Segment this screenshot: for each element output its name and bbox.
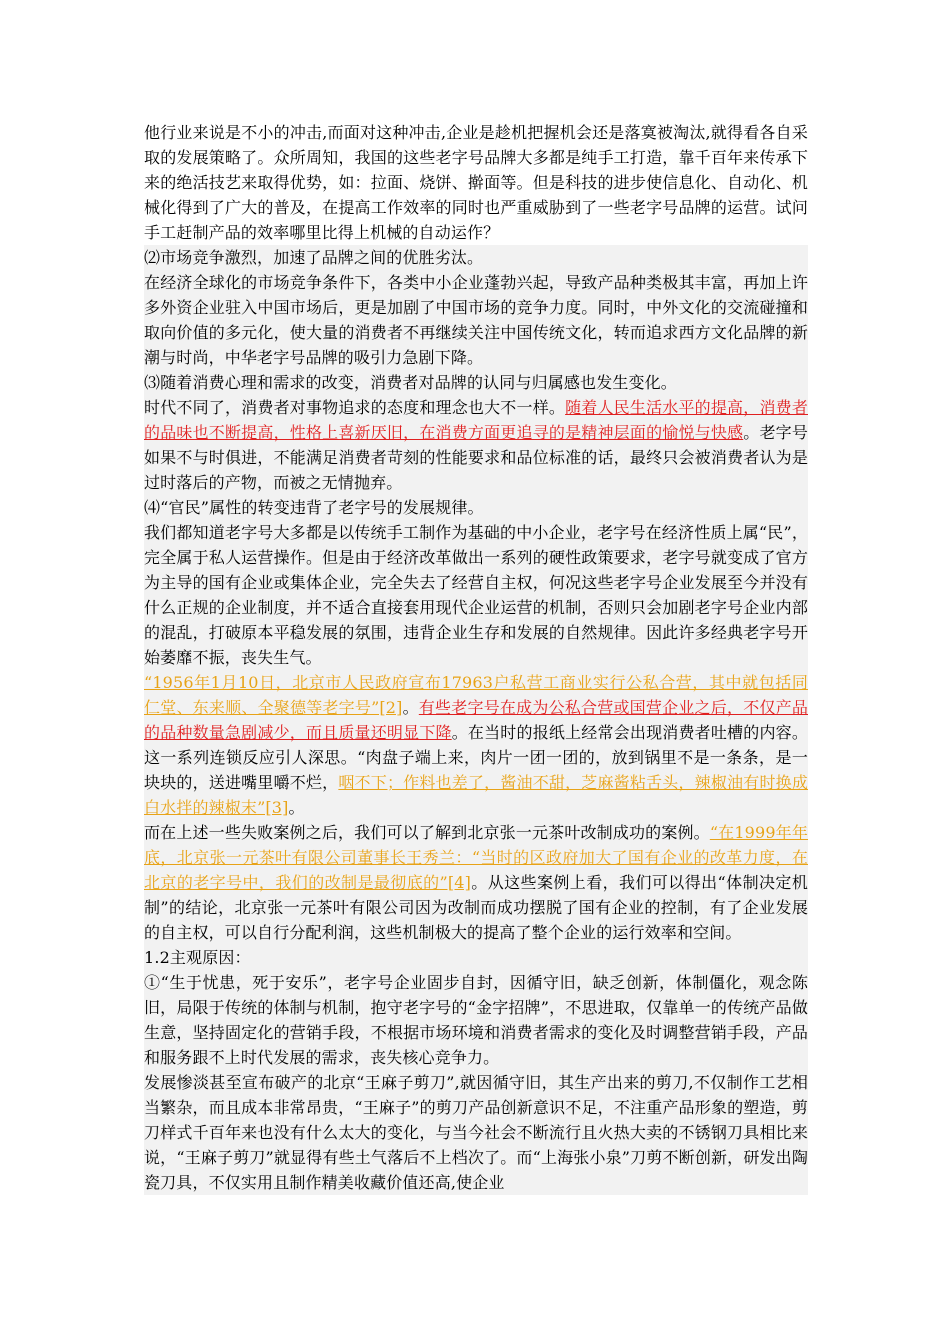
text-run: 。在当时的报纸上经常会出现消费者吐槽的内容。这一系列连锁反应引人深思。“肉盘子端上来，肉片一团一团的，放到锅里不是一条条，是一块块的，送进嘴里嚼不烂， bbox=[144, 723, 808, 792]
text-run: 而在上述一些失败案例之后，我们可以了解到北京张一元茶叶改制成功的案例。 bbox=[144, 823, 710, 842]
highlighted-quote: 咽不下；作料也差了，酱油不甜，芝麻酱粘舌头，辣椒油有时换成白水拌的辣椒末 bbox=[144, 773, 808, 817]
text-run: 。 bbox=[402, 698, 419, 717]
document-body bbox=[144, 120, 808, 1195]
text-run: 。老字号如果不与时俱进，不能满足消费者苛刻的性能要求和品位标准的话，最终只会被消费者认为是过时落后的产物，而被之无情抛弃。 bbox=[144, 423, 808, 492]
text-run: 。从这些案例上看，我们可以得出“体制决定机制”的结论，北京张一元茶叶有限公司因为改制而成功摆脱了国有企业的控制，有了企业发展的自主权，可以自行分配利润，这些机制极大的提高了整个企业的运行效率和空间。 bbox=[144, 873, 808, 942]
subheading-4: ⑷“官民”属性的转变违背了老字号的发展规律。 bbox=[144, 495, 808, 520]
text-run: 时代不同了，消费者对事物追求的态度和理念也大不一样。 bbox=[144, 398, 566, 417]
paragraph-joint-venture bbox=[144, 670, 808, 820]
highlighted-citation-4: “在1999年年底，北京张一元茶叶有限公司董事长王秀兰：“当时的区政府加大了国有企业的改革力度，在北京的老字号中，我们的改制是最彻底的”[4] bbox=[144, 823, 808, 892]
paragraph-market-competition: 在经济全球化的市场竞争条件下，各类中小企业蓬勃兴起，导致产品种类极其丰富，再加上许多外资企业驻入中国市场后，更是加剧了中国市场的竞争力度。同时，中外文化的交流碰撞和取向价值的多元化，使大量的消费者不再继续关注中国传统文化，转而追求西方文化品牌的新潮与时尚，中华老字号品牌的吸引力急剧下降。 bbox=[144, 270, 808, 370]
subheading-3: ⑶随着消费心理和需求的改变，消费者对品牌的认同与归属感也发生变化。 bbox=[144, 370, 808, 395]
paragraph-wangmazi: 发展惨淡甚至宣布破产的北京“王麻子剪刀”,就因循守旧，其生产出来的剪刀,不仅制作工艺相当繁杂，而且成本非常昂贵，“王麻子”的剪刀产品创新意识不足，不注重产品形象的塑造，剪刀样式千百年来也没有什么太大的变化，与当今社会不断流行且火热大卖的不锈钢刀具相比来说，“王麻子剪刀”就显得有些土气落后不上档次了。而“上海张小泉”刀剪不断创新，研发出陶瓷刀具，不仅实用且制作精美收藏价值还高,使企业 bbox=[144, 1070, 808, 1195]
section-heading-subjective: 1.2主观原因： bbox=[144, 945, 808, 970]
highlighted-text-red: 随着人民生活水平的提高，消费者的品味也不断提高，性格上喜新厌旧，在消费方面更追寻的是精神层面的愉悦与快感 bbox=[144, 398, 808, 442]
paragraph-official-civil: 我们都知道老字号大多都是以传统手工制作为基础的中小企业，老字号在经济性质上属“民”，完全属于私人运营操作。但是由于经济改革做出一系列的硬性政策要求，老字号就变成了官方为主导的国有企业或集体企业，完全失去了经营自主权，何况这些老字号企业发展至今并没有什么正规的企业制度，并不适合直接套用现代企业运营的机制，否则只会加剧老字号企业内部的混乱，打破原本平稳发展的氛围，违背企业生存和发展的自然规律。因此许多经典老字号开始萎靡不振，丧失生气。 bbox=[144, 520, 808, 670]
citation-3: ”[3] bbox=[257, 798, 289, 817]
paragraph-subjective-1: ①“生于忧患，死于安乐”，老字号企业固步自封，因循守旧，缺乏创新，体制僵化，观念陈旧，局限于传统的体制与机制，抱守老字号的“金字招牌”，不思进取，仅靠单一的传统产品做生意，坚持固定化的营销手段，不根据市场环境和消费者需求的变化及时调整营销手段，产品和服务跟不上时代发展的需求，丧失核心竞争力。 bbox=[144, 970, 808, 1070]
paragraph-continuation: 他行业来说是不小的冲击,而面对这种冲击,企业是趁机把握机会还是落寞被淘汰,就得看各自采取的发展策略了。众所周知，我国的这些老字号品牌大多都是纯手工打造，靠千百年来传承下来的绝活技艺来取得优势，如：拉面、烧饼、擀面等。但是科技的进步使信息化、自动化、机械化得到了广大的普及，在提高工作效率的同时也严重威胁到了一些老字号品牌的运营。试问手工赶制产品的效率哪里比得上机械的自动运作？ bbox=[144, 123, 808, 242]
highlighted-citation-2: “1956年1月10日，北京市人民政府宣布17963户私营工商业实行公私合营，其中就包括同仁堂、东来顺、全聚德等老字号”[2] bbox=[144, 673, 808, 717]
paragraph-zhangyiyuan bbox=[144, 820, 808, 945]
paragraph-consumer-psychology bbox=[144, 395, 808, 495]
text-run: 。 bbox=[288, 798, 305, 817]
highlighted-text-red: 有些老字号在成为公私合营或国营企业之后，不仅产品的品种数量急剧减少，而且质量还明显下降 bbox=[144, 698, 808, 742]
subheading-2: ⑵市场竞争激烈，加速了品牌之间的优胜劣汰。 bbox=[144, 245, 808, 270]
